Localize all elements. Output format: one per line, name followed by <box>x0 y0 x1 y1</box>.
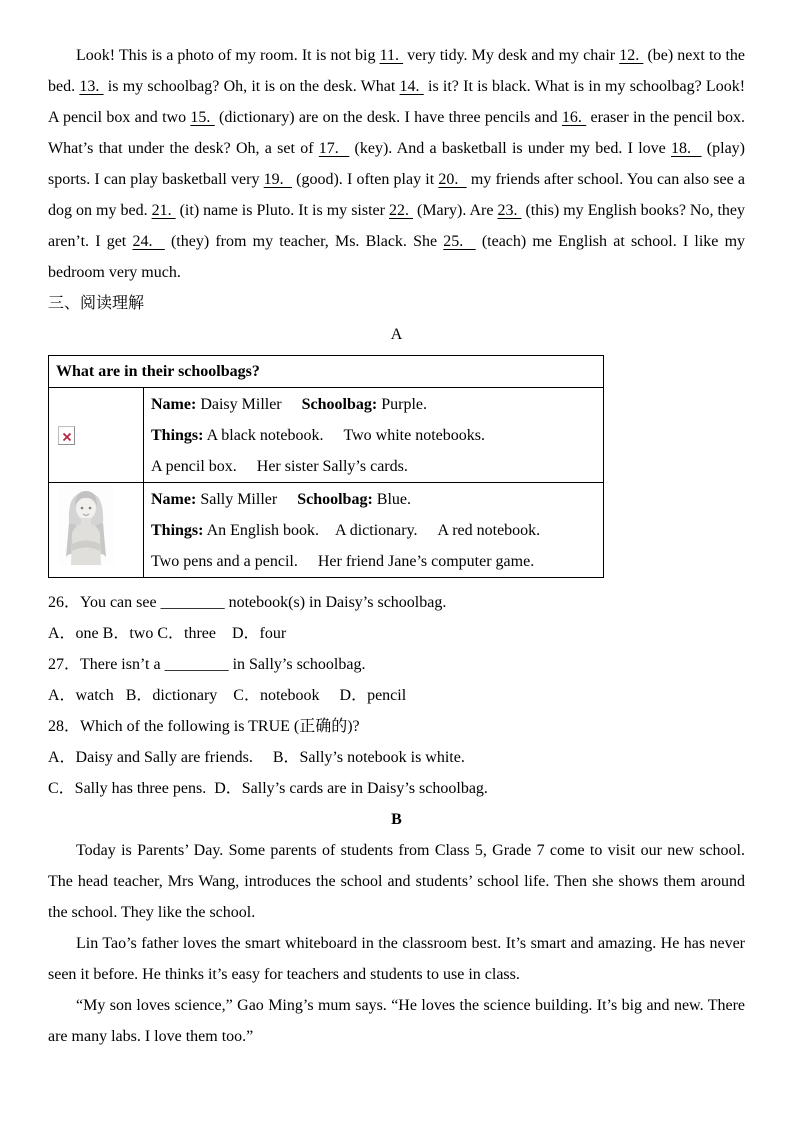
passage-b-label: B <box>391 811 402 828</box>
question-28: 28．Which of the following is TRUE (正确的)? <box>48 718 360 735</box>
sally-name-line: Name: Sally Miller Schoolbag: Blue. <box>151 490 411 508</box>
sally-image-cell <box>49 483 144 578</box>
daisy-things-line: Things: A black notebook. Two white notebooks. <box>151 426 485 444</box>
sally-info-cell <box>144 483 604 578</box>
table-row-sally <box>49 483 604 578</box>
question-26-options: A．one B．two C．three D．four <box>48 625 287 642</box>
passage-b-paragraph-2: Lin Tao’s father loves the smart whiteboard in the classroom best. It’s smart and amazing. He has never seen it before. He thinks it’s easy for teachers and students to use in class. <box>48 935 745 983</box>
question-28-options-cd: C．Sally has three pens. D．Sally’s cards are in Daisy’s schoolbag. <box>48 780 488 797</box>
daisy-info-cell <box>144 388 604 483</box>
girl-photo <box>58 485 114 565</box>
sally-things-line-2: Two pens and a pencil. Her friend Jane’s computer game. <box>151 552 535 570</box>
table-row-daisy <box>49 388 604 483</box>
broken-image-icon <box>58 426 75 445</box>
cloze-passage: Look! This is a photo of my room. It is not big 11. very tidy. My desk and my chair 12. (be) next to the bed. 13. is my schoolbag? Oh, it is on the desk. What 14. is it? It is black. What is in my schoolbag? Look! A pencil box and two 15. (dictionary) are on the desk. I have three pencils and 16. eraser in the pencil box. What’s that under the desk? Oh, a set of 17. (key). And a basketball is under my bed. I love 18. (play) sports. I can play basketball very 19. (good). I often play it 20. my friends after school. You can also see a dog on my bed. 21. (it) name is Pluto. It is my sister 22. (Mary). Are 23. (this) my English books? No, they aren’t. I get 24. (they) from my teacher, Ms. Black. She 25. (teach) me English at school. I like my bedroom very much. <box>48 47 746 281</box>
question-27: 27．There isn’t a ________ in Sally’s schoolbag. <box>48 656 366 673</box>
table-header-row <box>49 356 604 388</box>
sally-things-line: Things: An English book. A dictionary. A red notebook. <box>151 521 541 539</box>
daisy-image-cell <box>49 388 144 483</box>
passage-b-paragraph-1: Today is Parents’ Day. Some parents of students from Class 5, Grade 7 come to visit our new school. The head teacher, Mrs Wang, introduces the school and students’ school life. Then she shows them around the school. They like the school. <box>48 842 745 921</box>
daisy-name-line: Name: Daisy Miller Schoolbag: Purple. <box>151 395 427 413</box>
question-28-options-ab: A．Daisy and Sally are friends. B．Sally’s notebook is white. <box>48 749 465 766</box>
daisy-things-line-2: A pencil box. Her sister Sally’s cards. <box>151 457 408 475</box>
section-three-heading: 三、阅读理解 <box>48 295 145 312</box>
questions-block <box>48 587 745 804</box>
table-title: What are in their schoolbags? <box>49 356 604 388</box>
question-26: 26．You can see ________ notebook(s) in Daisy’s schoolbag. <box>48 594 447 611</box>
schoolbags-table <box>48 355 604 578</box>
passage-a-label: A <box>390 326 403 343</box>
passage-b-paragraph-3: “My son loves science,” Gao Ming’s mum says. “He loves the science building. It’s big and new. There are many labs. I love them too.” <box>48 997 745 1045</box>
question-27-options: A．watch B．dictionary C．notebook D．pencil <box>48 687 407 704</box>
